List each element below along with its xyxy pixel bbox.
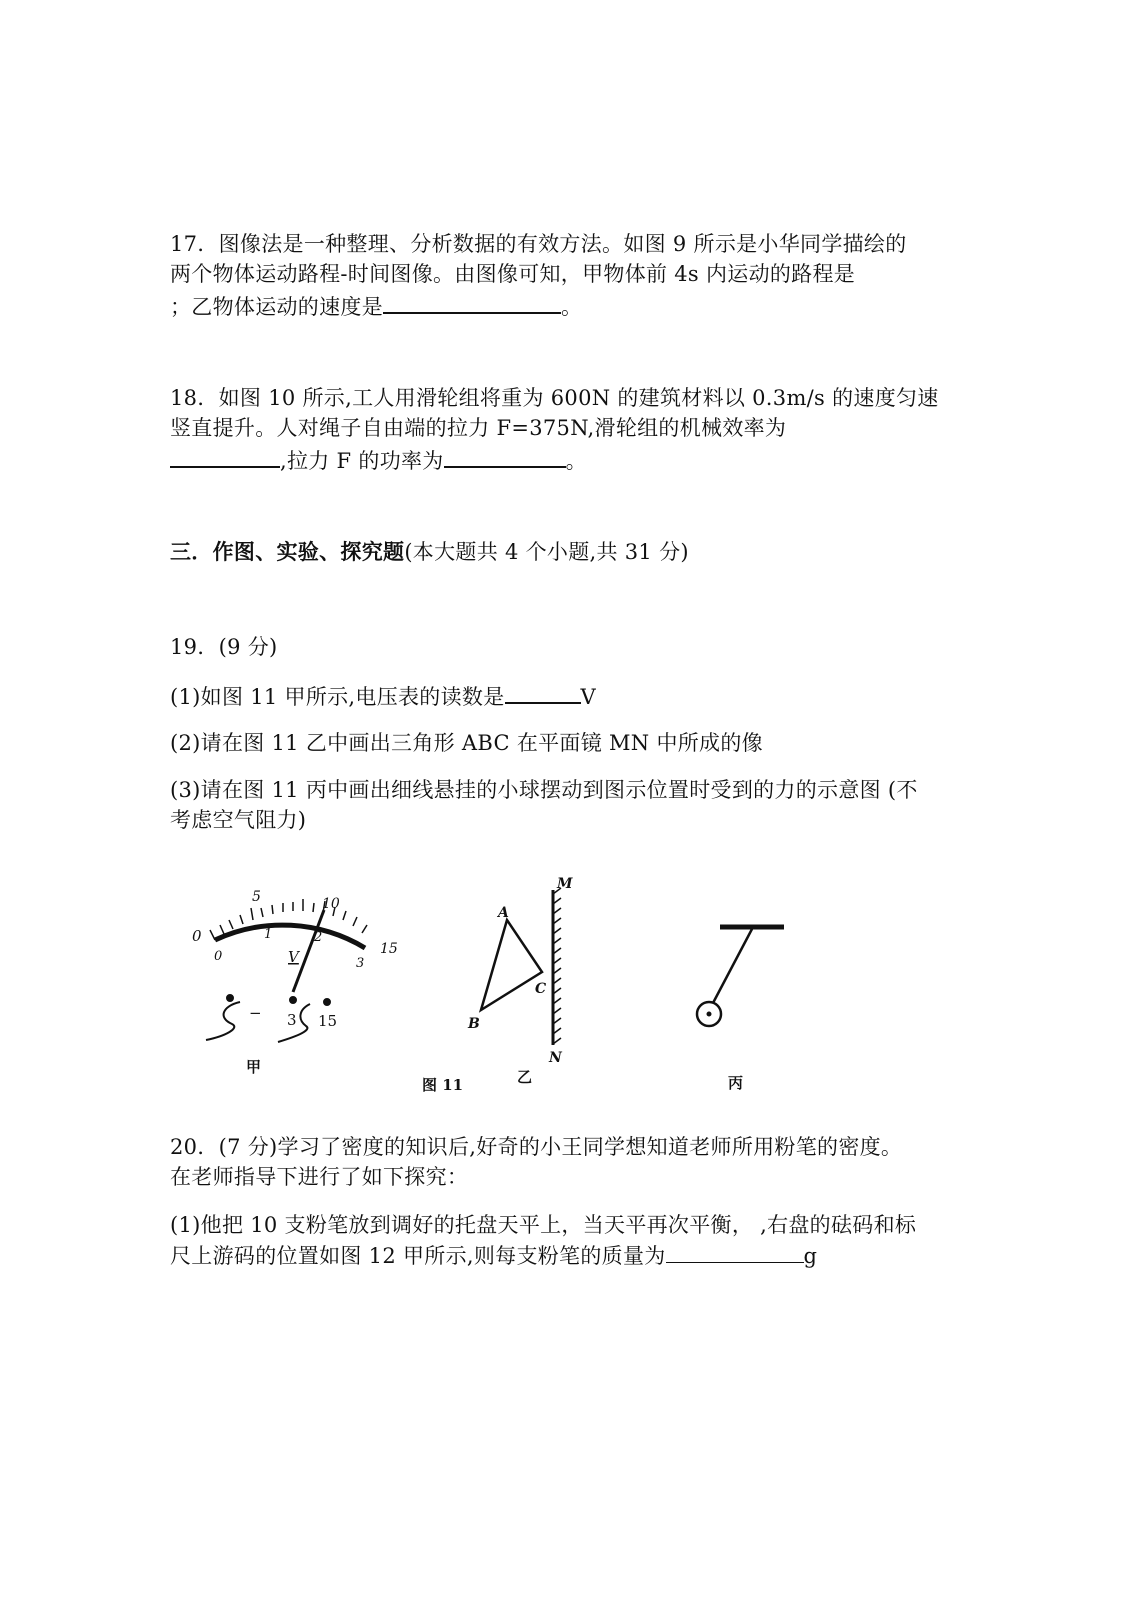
voltmeter-terminal-15 [324,999,331,1006]
q18-line-3-suffix: 。 [565,449,587,473]
q20-line-2: 在老师指导下进行了如下探究： [170,1165,469,1189]
terminal-label-15: 15 [318,1012,338,1030]
q20-part-1-line-2 [170,1240,817,1271]
mirror-hatching [553,888,561,1044]
q17-answer-blank[interactable] [383,290,561,314]
section-3-title [170,537,689,567]
inner-tick-3: 3 [356,956,365,971]
voltmeter-terminal-neg [227,995,234,1002]
figure-11-caption: 图 11 [422,1076,464,1094]
q19-part-1-prefix: (1)如图 11 甲所示,电压表的读数是 [170,685,505,709]
q20-mass-blank[interactable] [666,1240,804,1263]
q20-part-1-prefix: 尺上游码的位置如图 12 甲所示,则每支粉笔的质量为 [170,1244,666,1268]
q18-line-2: 竖直提升。人对绳子自由端的拉力 F=375N,滑轮组的机械效率为 [170,416,787,440]
pendulum-string [713,929,752,1003]
terminal-label-neg: − [249,1004,262,1022]
pendulum-figure [697,927,784,1026]
inner-tick-1: 1 [264,927,273,942]
q19-part-1-unit: V [580,685,596,709]
q18-line-3 [170,444,587,476]
pendulum-ball-center [707,1012,711,1016]
section-3-title-bold: 三．作图、实验、探究题 [170,539,405,564]
voltmeter-unit-label: V [288,948,299,966]
vertex-label-b: B [468,1016,480,1032]
terminal-label-3: 3 [287,1011,297,1029]
voltmeter-ticks [210,899,367,940]
vertex-label-c: C [535,981,547,997]
q19-voltage-blank[interactable] [505,680,581,704]
outer-tick-15: 15 [380,941,398,957]
q17-line-1: 17．图像法是一种整理、分析数据的有效方法。如图 9 所示是小华同学描绘的 [170,232,907,256]
voltmeter-labels [192,889,398,1030]
mirror-label-m: M [557,876,573,892]
pendulum-ball [697,1002,721,1026]
q18-line-3-mid: ,拉力 F 的功率为 [280,449,444,473]
q18-power-blank[interactable] [444,444,566,468]
voltmeter-scale-arc [215,925,365,948]
mirror-labels [467,876,573,1066]
q20-part-1-unit: g [803,1244,818,1268]
q17-line-2: 两个物体运动路程-时间图像。由图像可知，甲物体前 4s 内运动的路程是 [170,262,856,286]
q19-part-3-line-2: 考虑空气阻力) [170,808,307,832]
voltmeter-wire-2 [278,1004,310,1042]
vertex-label-a: A [498,905,509,921]
label-bing: 丙 [728,1074,744,1092]
q19-header: 19．(9 分) [170,635,278,659]
triangle-abc [481,920,542,1010]
inner-tick-0: 0 [214,949,223,964]
outer-tick-5: 5 [252,889,261,905]
q17-line-3 [170,290,582,322]
voltmeter-wire-1 [206,1002,240,1040]
q18-line-1: 18．如图 10 所示,工人用滑轮组将重为 600N 的建筑材料以 0.3m/s 的速度匀速 [170,386,939,410]
label-jia: 甲 [246,1058,262,1076]
q19-part-1 [170,680,596,712]
mirror-label-n: N [549,1050,562,1066]
q20-line-1: 20．(7 分)学习了密度的知识后,好奇的小王同学想知道老师所用粉笔的密度。 [170,1135,903,1159]
q17-line-3-prefix: ；乙物体运动的速度是 [170,295,383,319]
q19-part-3-line-1: (3)请在图 11 丙中画出细线悬挂的小球摆动到图示位置时受到的力的示意图 (不 [170,778,918,802]
voltmeter-figure [206,899,367,1042]
q18-efficiency-blank[interactable] [170,444,280,468]
section-3-title-rest: (本大题共 4 个小题,共 31 分) [404,540,689,564]
label-yi: 乙 [517,1068,533,1086]
inner-tick-2: 2 [314,930,323,945]
q20-part-1-line-1: (1)他把 10 支粉笔放到调好的托盘天平上，当天平再次平衡， ,右盘的砝码和标 [170,1213,917,1237]
mirror-figure [481,888,561,1045]
outer-tick-0: 0 [192,927,202,945]
q17-line-3-suffix: 。 [561,295,583,319]
voltmeter-terminal-3 [290,997,297,1004]
outer-tick-10: 10 [322,896,340,912]
q19-part-2: (2)请在图 11 乙中画出三角形 ABC 在平面镜 MN 中所成的像 [170,731,763,755]
voltmeter-needle [293,910,324,992]
